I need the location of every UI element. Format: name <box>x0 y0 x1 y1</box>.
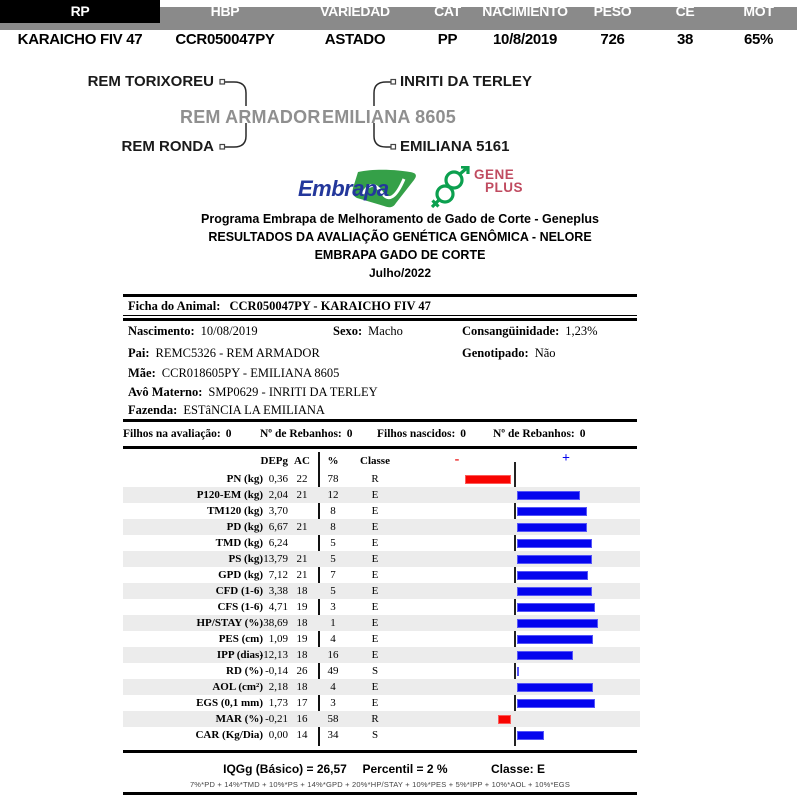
header-cell: HBP <box>210 3 240 19</box>
detail-label: Genotipado: <box>462 346 529 360</box>
detail-item <box>128 385 378 400</box>
ac-value: 21 <box>296 569 308 581</box>
classe-value: R <box>371 713 379 725</box>
classe-value: S <box>371 729 379 741</box>
table-row <box>123 519 640 535</box>
ac-value: 19 <box>296 601 308 613</box>
classe-value: E <box>371 489 379 501</box>
classe-value: E <box>371 553 379 565</box>
classe-value: E <box>371 681 379 693</box>
dep-bar <box>517 635 593 644</box>
progeny-item <box>260 427 353 441</box>
depg-value: 6,67 <box>268 521 288 533</box>
trait-label: PN (kg) <box>226 473 263 485</box>
pct-value: 49 <box>327 665 339 677</box>
header-cell: VARIEDAD <box>320 3 390 19</box>
table-row <box>123 711 640 727</box>
rule-thick <box>123 318 637 321</box>
ficha-value: CCR050047PY - KARAICHO FIV 47 <box>229 299 431 313</box>
dep-bar <box>517 619 598 628</box>
ac-value: 18 <box>296 681 308 693</box>
header-cell: NACIMIENTO <box>482 3 568 19</box>
depg-value: 3,70 <box>268 505 288 517</box>
detail-label: Nascimento: <box>128 324 195 338</box>
detail-label: Sexo: <box>333 324 363 338</box>
pct-value: 12 <box>327 489 339 501</box>
table-row <box>123 647 640 663</box>
header-value: 726 <box>600 31 625 48</box>
detail-label: Mãe: <box>128 366 156 380</box>
rule-page-bottom <box>123 792 637 795</box>
detail-item <box>128 346 320 361</box>
depg-value: 4,71 <box>268 601 288 613</box>
trait-label: MAR (%) <box>215 713 263 725</box>
table-row <box>123 535 640 551</box>
institution-title: EMBRAPA GADO DE CORTE <box>314 248 486 262</box>
embrapa-logo-text: Embrapa <box>298 176 389 201</box>
dep-bar <box>498 715 511 724</box>
dep-bar <box>517 507 587 516</box>
rule-thin <box>123 315 637 316</box>
depg-value: -0,21 <box>265 713 288 725</box>
table-row <box>123 727 640 743</box>
dep-bar <box>517 651 573 660</box>
pct-value: 78 <box>327 473 339 485</box>
pct-value: 3 <box>330 697 336 709</box>
progeny-value: 0 <box>460 428 467 440</box>
trait-label: EGS (0,1 mm) <box>196 697 263 709</box>
classe-value: R <box>371 473 379 485</box>
header-cell: CAT <box>434 3 461 19</box>
table-row <box>123 631 640 647</box>
header-cell: MOT <box>743 3 774 19</box>
table-row <box>123 551 640 567</box>
progeny-value: 0 <box>346 428 353 440</box>
dep-bar <box>517 571 588 580</box>
trait-label: HP/STAY (%) <box>196 617 263 629</box>
classe-value: S <box>371 665 379 677</box>
header-cell: RP <box>0 0 160 23</box>
detail-label: Consangüinidade: <box>462 324 560 338</box>
depg-value: 13,79 <box>263 553 288 565</box>
program-title: Programa Embrapa de Melhoramento de Gado de Corte - Geneplus <box>201 212 599 226</box>
pedigree-sire-sire: REM TORIXOREU <box>87 73 214 90</box>
classe-value: E <box>371 649 379 661</box>
header-cell: PESO <box>593 3 632 19</box>
pct-value: 58 <box>327 713 339 725</box>
detail-value: Não <box>534 346 556 360</box>
classe-value: E <box>371 521 379 533</box>
detail-label: Avô Materno: <box>128 385 203 399</box>
detail-label: Fazenda: <box>128 403 178 417</box>
trait-label: GPD (kg) <box>218 569 263 581</box>
pedigree-dam-sire: INRITI DA TERLEY <box>400 73 532 90</box>
pct-value: 5 <box>330 537 336 549</box>
results-title: RESULTADOS DA AVALIAÇÃO GENÉTICA GENÔMICA - NELORE <box>208 230 592 244</box>
embrapa-logo <box>298 169 420 209</box>
progeny-value: 0 <box>225 428 232 440</box>
detail-label: Pai: <box>128 346 150 360</box>
header-value: ASTADO <box>324 31 386 48</box>
table-row <box>123 679 640 695</box>
table-row <box>123 615 640 631</box>
table-row <box>123 663 640 679</box>
table-row <box>123 583 640 599</box>
ac-value: 16 <box>296 713 308 725</box>
detail-value: SMP0629 - INRITI DA TERLEY <box>208 385 378 399</box>
col-header-depg: DEPg <box>260 455 288 467</box>
dep-bar <box>517 667 519 676</box>
progeny-item <box>493 427 586 441</box>
ac-value: 26 <box>296 665 308 677</box>
pct-value: 34 <box>327 729 339 741</box>
detail-item <box>128 403 325 418</box>
pct-value: 1 <box>330 617 336 629</box>
detail-value: 10/08/2019 <box>200 324 258 338</box>
geneplus-gender-icon <box>428 166 472 210</box>
classe-value: E <box>371 537 379 549</box>
pedigree-sire: REM ARMADOR <box>180 107 321 127</box>
depg-value: 1,09 <box>268 633 288 645</box>
ac-value: 21 <box>296 489 308 501</box>
depg-value: 3,38 <box>268 585 288 597</box>
header-value: PP <box>437 31 458 48</box>
trait-label: CAR (Kg/Dia) <box>195 729 263 741</box>
classe-value: E <box>371 505 379 517</box>
rule-top <box>123 294 637 297</box>
detail-value: Macho <box>368 324 403 338</box>
progeny-label: Filhos na avaliação: <box>123 428 221 440</box>
percentil-value: Percentil = 2 % <box>362 762 448 776</box>
depg-value: 6,24 <box>268 537 288 549</box>
header-value: 10/8/2019 <box>492 31 558 48</box>
depg-value: 38,69 <box>263 617 288 629</box>
depg-value: 2,18 <box>268 681 288 693</box>
depg-value: 7,12 <box>268 569 288 581</box>
ac-value: 18 <box>296 585 308 597</box>
trait-label: PD (kg) <box>226 521 263 533</box>
ac-value: 17 <box>296 697 308 709</box>
pct-value: 7 <box>330 569 336 581</box>
trait-label: CFS (1-6) <box>217 601 263 613</box>
header-value: CCR050047PY <box>175 31 275 48</box>
trait-label: CFD (1-6) <box>215 585 263 597</box>
depg-value: 0,36 <box>268 473 288 485</box>
depg-value: 1,73 <box>268 697 288 709</box>
pct-value: 16 <box>327 649 339 661</box>
classe-value: E <box>371 697 379 709</box>
pedigree-dam-dam: EMILIANA 5161 <box>400 138 510 155</box>
trait-label: IPP (dias) <box>216 649 263 661</box>
header-cell: CE <box>675 3 695 19</box>
detail-value: 1,23% <box>565 324 598 338</box>
rule-table-bottom <box>123 750 637 753</box>
depg-value: -12,13 <box>259 649 288 661</box>
progeny-label: Nº de Rebanhos: <box>260 428 342 440</box>
pct-value: 5 <box>330 585 336 597</box>
depg-value: 0,00 <box>268 729 288 741</box>
geneplus-logo-text-plus: PLUS <box>485 180 524 195</box>
trait-label: PES (cm) <box>218 633 263 645</box>
minus-axis-label: - <box>454 452 460 467</box>
dep-bar <box>517 699 595 708</box>
geneplus-logo <box>428 166 538 210</box>
col-header-classe: Classe <box>360 455 390 467</box>
ac-value: 21 <box>296 553 308 565</box>
table-row <box>123 471 640 487</box>
pedigree-dam: EMILIANA 8605 <box>322 107 456 127</box>
detail-value: ESTâNCIA LA EMILIANA <box>183 403 325 417</box>
progeny-value: 0 <box>579 428 586 440</box>
detail-item <box>333 324 403 339</box>
dep-bar <box>517 587 592 596</box>
progeny-item <box>123 427 232 441</box>
detail-item <box>128 366 339 381</box>
pct-value: 8 <box>330 521 336 533</box>
depg-value: 2,04 <box>268 489 288 501</box>
pct-value: 3 <box>330 601 336 613</box>
index-formula: 7%*PD + 14%*TMD + 10%*PS + 14%*GPD + 20%*HP/STAY + 10%*PES + 5%*IPP + 10%*AOL + 10%*EGS <box>189 780 571 789</box>
dep-bar <box>517 555 592 564</box>
trait-label: P120-EM (kg) <box>196 489 263 501</box>
depg-value: -0,14 <box>265 665 288 677</box>
pedigree-sire-dam: REM RONDA <box>121 138 214 155</box>
header-value: 38 <box>676 31 694 48</box>
dep-bar <box>517 491 580 500</box>
iqgg-value: IQGg (Básico) = 26,57 <box>223 762 347 776</box>
progeny-label: Nº de Rebanhos: <box>493 428 575 440</box>
header-value: 65% <box>743 31 774 48</box>
ac-value: 21 <box>296 521 308 533</box>
ac-value <box>290 503 314 519</box>
classe-value: E <box>371 633 379 645</box>
trait-label: TM120 (kg) <box>207 505 263 517</box>
ac-value: 18 <box>296 649 308 661</box>
ac-value: 19 <box>296 633 308 645</box>
header-value: KARAICHO FIV 47 <box>17 31 143 48</box>
pct-value: 5 <box>330 553 336 565</box>
classe-value: E <box>371 569 379 581</box>
dep-bar <box>465 475 511 484</box>
table-row <box>123 487 640 503</box>
ac-value <box>290 535 314 551</box>
dep-bar <box>517 731 544 740</box>
animal-record-heading <box>128 299 431 314</box>
trait-label: PS (kg) <box>228 553 263 565</box>
classe-value: E <box>371 585 379 597</box>
progeny-item <box>377 427 466 441</box>
dep-bar <box>517 683 593 692</box>
trait-label: AOL (cm²) <box>212 681 263 693</box>
detail-item <box>462 346 556 361</box>
ac-value: 18 <box>296 617 308 629</box>
classe-value: E <box>371 617 379 629</box>
dep-bar <box>517 539 592 548</box>
ac-value: 22 <box>296 473 308 485</box>
geneplus-logo-text-gene: GENE <box>474 167 515 182</box>
rule-progeny-bottom <box>123 446 637 449</box>
table-row <box>123 567 640 583</box>
progeny-label: Filhos nascidos: <box>377 428 456 440</box>
pct-value: 4 <box>330 633 336 645</box>
detail-value: CCR018605PY - EMILIANA 8605 <box>161 366 340 380</box>
pct-value: 4 <box>330 681 336 693</box>
col-header-pct: % <box>327 455 339 467</box>
table-row <box>123 695 640 711</box>
classe-value: E <box>371 601 379 613</box>
detail-value: REMC5326 - REM ARMADOR <box>155 346 320 360</box>
detail-item <box>128 324 258 339</box>
classe-value: Classe: E <box>490 762 546 776</box>
table-row <box>123 503 640 519</box>
plus-axis-label: + <box>562 451 570 466</box>
pct-value: 8 <box>330 505 336 517</box>
col-header-ac: AC <box>294 455 310 467</box>
trait-label: RD (%) <box>226 665 263 677</box>
trait-label: TMD (kg) <box>215 537 263 549</box>
detail-item <box>462 324 598 339</box>
report-date: Julho/2022 <box>368 266 432 280</box>
rule-progeny-top <box>123 419 637 422</box>
ac-value: 14 <box>296 729 308 741</box>
dep-bar <box>517 603 595 612</box>
ficha-label: Ficha do Animal: <box>128 299 221 313</box>
dep-bar <box>517 523 587 532</box>
table-row <box>123 599 640 615</box>
